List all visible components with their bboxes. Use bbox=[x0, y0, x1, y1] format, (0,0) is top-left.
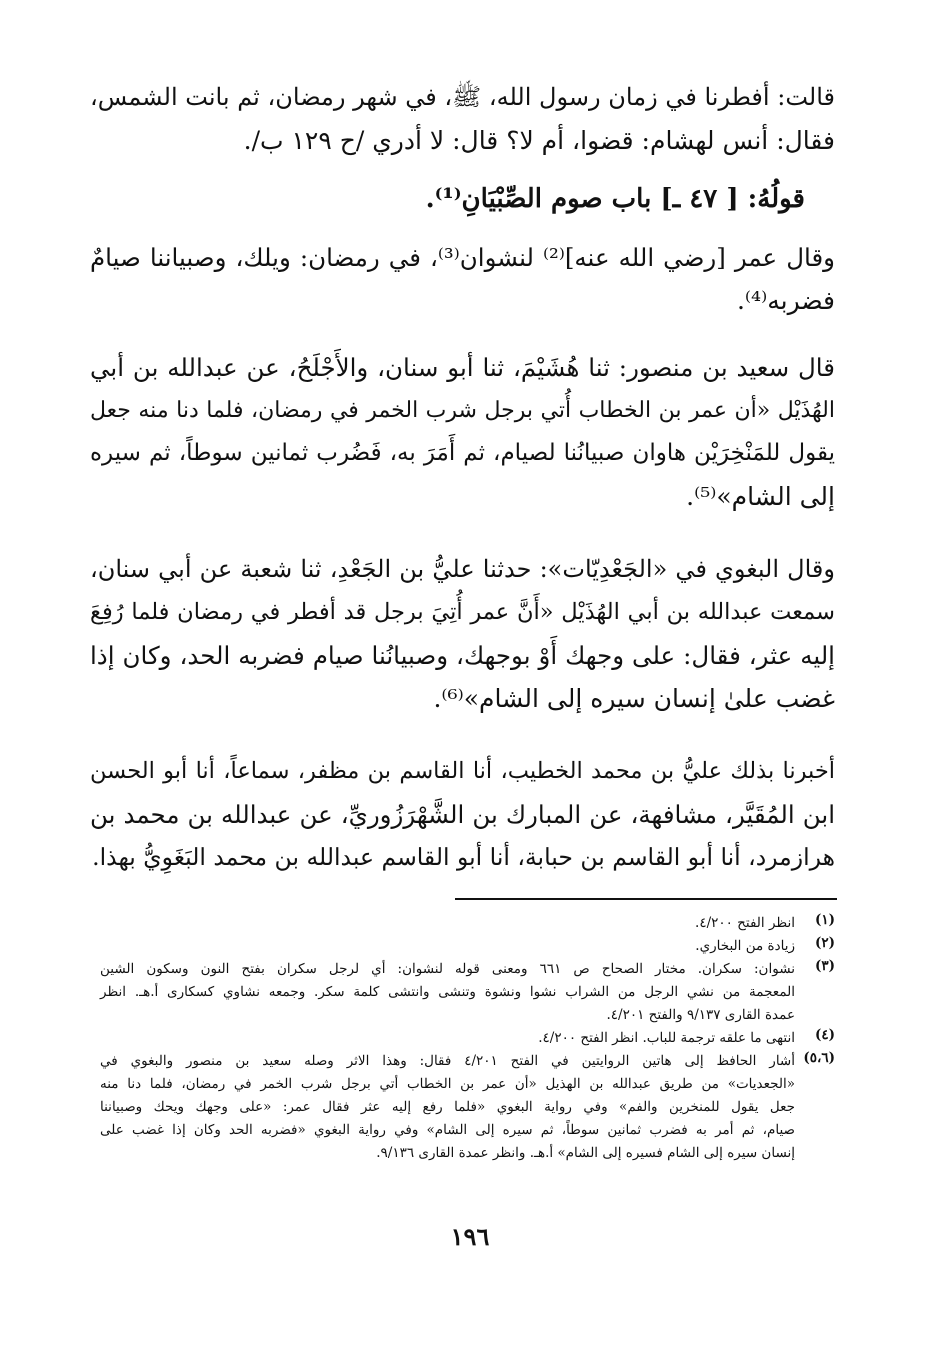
footnote-number: (١) bbox=[814, 912, 835, 928]
footnote-4 bbox=[100, 1027, 835, 1050]
footnotes bbox=[100, 912, 835, 1165]
text-line: قالت: أفطرنا في زمان رسول الله، ﷺ، في شهر رمضان، ثم بانت الشمس، bbox=[90, 83, 835, 111]
footnote-text: انتهى ما علقه ترجمة للباب. انظر الفتح ٤/٢٠٠. bbox=[538, 1030, 795, 1046]
footnote-number: (٣) bbox=[814, 958, 835, 974]
footnote-2 bbox=[100, 935, 835, 958]
footnote-text: نشوان: سكران. مختار الصحاح ص ٦٦١ ومعنى قوله لنشوان: أي لرجل سكران بفتح النون وسكون الشين bbox=[100, 961, 795, 977]
text-line: فقال: أنس لهشام: قضوا، أم لا؟ قال: لا أدري /ح ١٢٩ ب/. bbox=[243, 126, 835, 155]
paragraph-2 bbox=[90, 236, 835, 322]
footnote-text: زيادة من البخاري. bbox=[695, 938, 795, 954]
footnote-text: صيام، ثم أمر به فضرب ثمانين سوطاً، ثم سيره إلى الشام» وفي رواية البغوي «فضربه الحد وكان إذا غضب على bbox=[100, 1122, 795, 1138]
footnote-number: (٢) bbox=[814, 935, 835, 951]
text-line: سمعت عبدالله بن أبي الهُذَيْل «أَنَّ عمر أُتِيَ برجل قد أفطر في رمضان فلما رُفِعَ bbox=[90, 599, 835, 625]
footnote-1 bbox=[100, 912, 835, 935]
text-line: غضب علىٰ إنسان سيره إلى الشام»⁽⁶⁾. bbox=[433, 684, 835, 713]
footnote-3 bbox=[100, 958, 835, 1027]
footnote-text: أشار الحافظ إلى هاتين الروايتين في الفتح ٤/٢٠١ فقال: وهذا الاثر وصله سعيد بن منصور والبغوي في bbox=[100, 1053, 795, 1069]
paragraph-5 bbox=[90, 750, 835, 879]
footnote-text: انظر الفتح ٤/٢٠٠. bbox=[695, 915, 795, 931]
footnote-text: المعجمة من نشي الرجل من الشراب نشوا ونشوة وتنشى وانتشى كلمة سكر. وجمعه نشاوي كسكارى أ.هـ. انظر bbox=[100, 984, 795, 1000]
section-heading: قولُهُ: [ ٤٧ ـ] باب صوم الصِّبْيَانِ⁽¹⁾. bbox=[425, 184, 805, 214]
text-line: قال سعيد بن منصور: ثنا هُشَيْمَ، ثنا أبو سنان، والأَجْلَحُ، عن عبدالله بن أبي bbox=[90, 353, 835, 382]
text-line: إليه عثر، فقال: على وجهك أَوْ بوجهك، وصبيانُنا صيام فضربه الحد، وكان إذا bbox=[90, 641, 835, 670]
text-line: أخبرنا بذلك عليُّ بن محمد الخطيب، أنا القاسم بن مظفر، سماعاً، أنا أبو الحسن bbox=[90, 758, 835, 784]
text-line: الهُذَيْل «أن عمر بن الخطاب أُتي برجل شرب الخمر في رمضان، فلما دنا منه جعل bbox=[90, 398, 835, 423]
text-line: يقول للمَنْخِرَيْن هاوان صبيانُنا لصيام، ثم أَمَرَ به، فَضُرب ثمانين سوطاً، ثم سيره bbox=[90, 440, 835, 466]
paragraph-1 bbox=[90, 76, 835, 162]
paragraph-4 bbox=[90, 548, 835, 720]
text-line: ابن المُقَيَّر، مشافهة، عن المبارك بن الشَّهْرَزُوريِّ، عن عبدالله بن محمد بن bbox=[90, 800, 835, 829]
page-number: ١٩٦ bbox=[450, 1222, 490, 1251]
footnote-text: «الجعديات» من طريق عبدالله بن الهذيل «أن عمر بن الخطاب أتي برجل شرب الخمر في رمضان، فلما دنا منه bbox=[100, 1076, 795, 1092]
text-line: وقال عمر [رضي الله عنه]⁽²⁾ لنشوان⁽³⁾، في رمضان: ويلك، وصبياننا صيامٌ bbox=[90, 243, 835, 272]
footnote-text: إنسان سيره إلى الشام فسيره إلى الشام» أ.هـ. وانظر عمدة القارى ٩/١٣٦. bbox=[376, 1145, 795, 1161]
text-line: فضربه⁽⁴⁾. bbox=[736, 286, 835, 315]
footnote-5-6 bbox=[100, 1050, 835, 1165]
footnote-number: (٥،٦) bbox=[803, 1050, 835, 1066]
footnote-number: (٤) bbox=[814, 1027, 835, 1043]
text-line: وقال البغوي في «الجَعْدِيّات»: حدثنا عليُّ بن الجَعْدِ، ثنا شعبة عن أبي سنان، bbox=[90, 555, 835, 583]
paragraph-3 bbox=[90, 346, 835, 518]
text-line: هرازمرد، أنا أبو القاسم بن حبابة، أنا أبو القاسم عبدالله بن محمد البَغَوِيُّ بهذا. bbox=[92, 843, 835, 871]
section-heading-block bbox=[90, 178, 835, 221]
footnote-divider bbox=[455, 898, 837, 900]
text-line: إلى الشام»⁽⁵⁾. bbox=[686, 482, 835, 511]
footnote-text: عمدة القارى ٩/١٣٧ والفتح ٤/٢٠١. bbox=[606, 1007, 795, 1023]
footnote-text: جعل يقول للمنخرين والفم» وفي رواية البغوي «فلما رفع إليه عثر فقال عمر: «على وجهك ويحك وصبياننا bbox=[100, 1099, 795, 1115]
